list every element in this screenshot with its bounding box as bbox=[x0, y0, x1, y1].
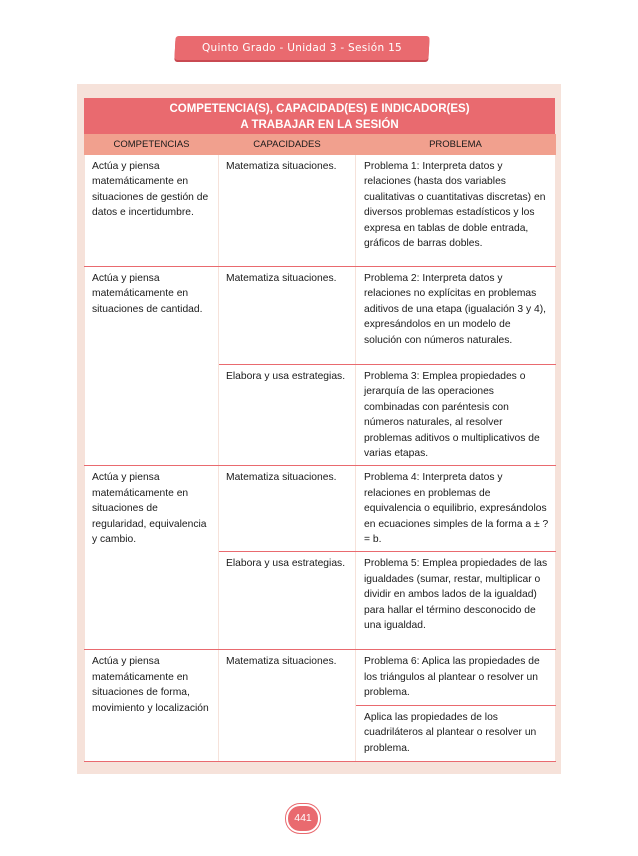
competencies-table bbox=[84, 134, 556, 762]
problema-cell: Problema 2: Interpreta datos y relaciones no explícitas en problemas aditivos de una etapa (igualación 3 y 4), expresándolos en un modelo de solución con números naturales. bbox=[356, 267, 556, 365]
table-row bbox=[85, 466, 556, 552]
capacidad-cell: Matematiza situaciones. bbox=[219, 650, 356, 761]
capacidad-cell: Elabora y usa estrategias. bbox=[219, 365, 356, 466]
problema-cell: Problema 3: Emplea propiedades o jerarquía de las operaciones combinadas con paréntesis con números naturales, al resolver problemas aditivos o multiplicativos de varias etapas. bbox=[356, 365, 556, 466]
page-number: 441 bbox=[288, 806, 318, 831]
table-header-row bbox=[85, 135, 556, 155]
header-title: Quinto Grado - Unidad 3 - Sesión 15 bbox=[201, 42, 403, 54]
competencia-cell: Actúa y piensa matemáticamente en situaciones de cantidad. bbox=[85, 267, 219, 466]
competencia-cell: Actúa y piensa matemáticamente en situaciones de gestión de datos e incertidumbre. bbox=[85, 155, 219, 267]
capacidad-cell: Matematiza situaciones. bbox=[219, 267, 356, 365]
problema-cell: Problema 1: Interpreta datos y relaciones (hasta dos variables cualitativas o cuantitativas discretas) en diversos problemas estadísticos y los expresa en tablas de doble entrada, gráficos de barras dobles. bbox=[356, 155, 556, 267]
column-header-competencias: COMPETENCIAS bbox=[85, 135, 219, 155]
problema-cell: Problema 4: Interpreta datos y relaciones en problemas de equivalencia o equilibrio, expresándolos en ecuaciones simples de la forma a ± ? = b. bbox=[356, 466, 556, 552]
table-row bbox=[85, 650, 556, 705]
problema-cell: Aplica las propiedades de los cuadriláteros al plantear o resolver un problema. bbox=[356, 705, 556, 761]
competencia-cell: Actúa y piensa matemáticamente en situaciones de forma, movimiento y localización bbox=[85, 650, 219, 761]
problema-cell: Problema 5: Emplea propiedades de las igualdades (sumar, restar, multiplicar o dividir en ambos lados de la igualdad) para hallar el término desconocido de una igualdad. bbox=[356, 552, 556, 650]
table-row bbox=[85, 267, 556, 365]
capacidad-cell: Matematiza situaciones. bbox=[219, 155, 356, 267]
column-header-capacidades: CAPACIDADES bbox=[219, 135, 356, 155]
section-title bbox=[84, 98, 555, 134]
capacidad-cell: Matematiza situaciones. bbox=[219, 466, 356, 552]
problema-cell: Problema 6: Aplica las propiedades de los triángulos al plantear o resolver un problema. bbox=[356, 650, 556, 705]
column-header-problema: PROBLEMA bbox=[356, 135, 556, 155]
capacidad-cell: Elabora y usa estrategias. bbox=[219, 552, 356, 650]
section-title-line1: COMPETENCIA(S), CAPACIDAD(ES) E INDICADOR(ES) bbox=[169, 103, 470, 115]
section-title-line2: A TRABAJAR EN LA SESIÓN bbox=[240, 119, 399, 131]
table-row bbox=[85, 155, 556, 267]
competencia-cell: Actúa y piensa matemáticamente en situaciones de regularidad, equivalencia y cambio. bbox=[85, 466, 219, 650]
